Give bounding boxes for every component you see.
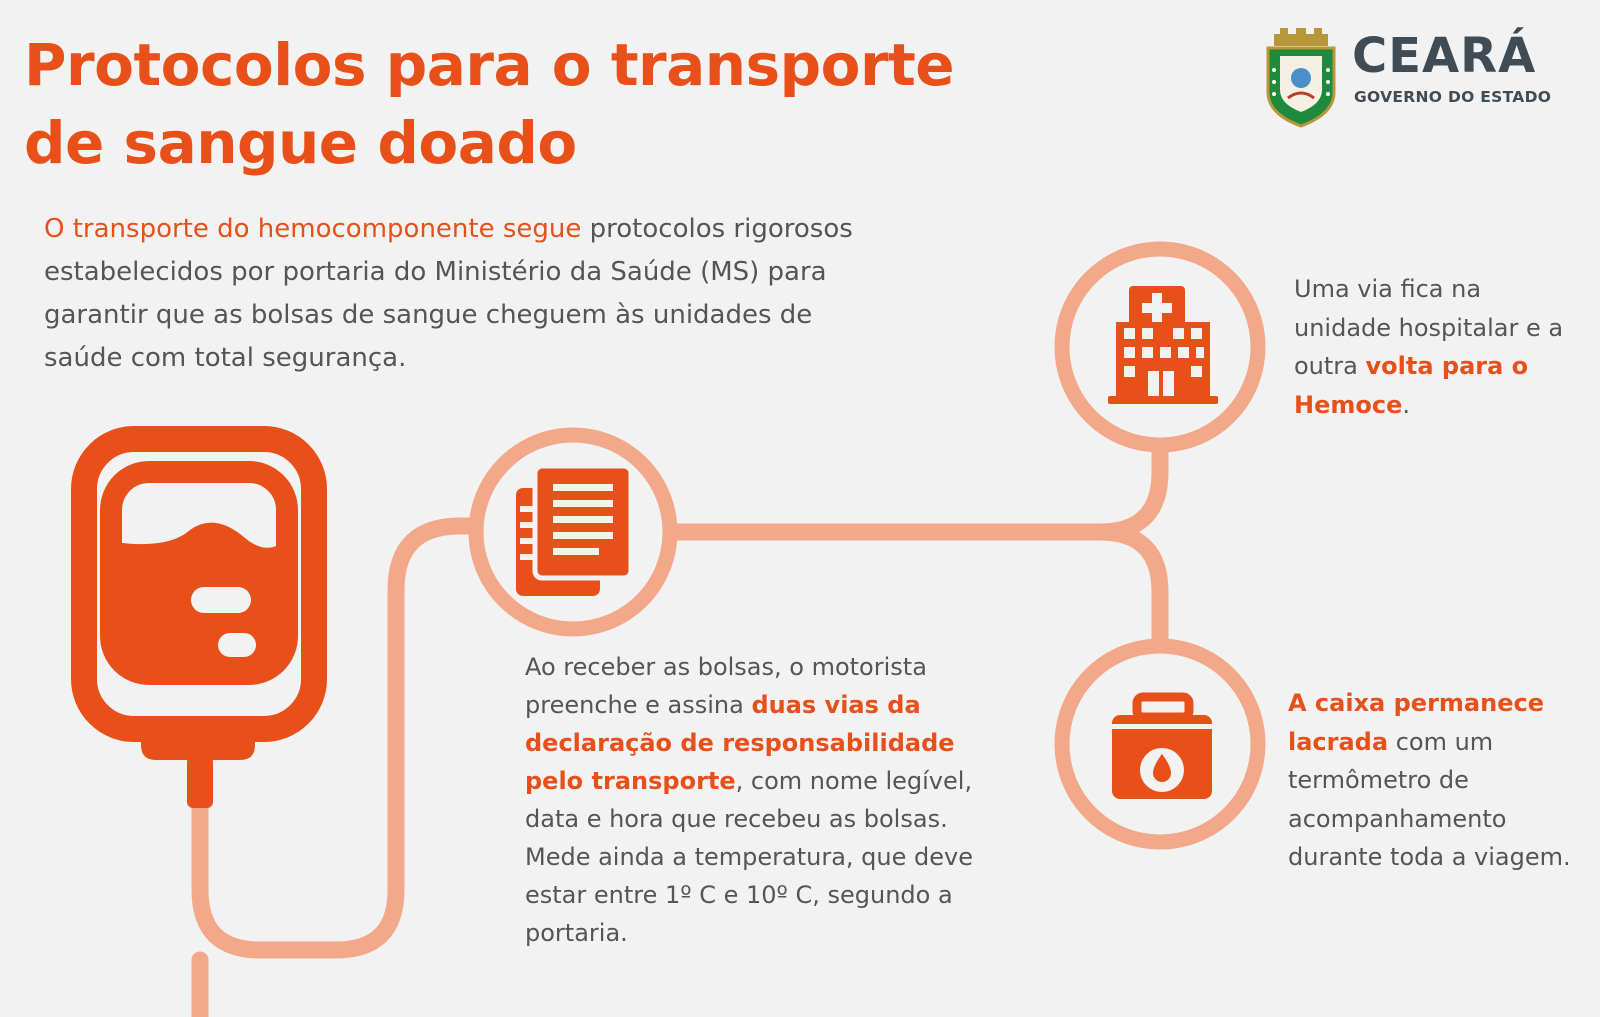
box-text: com um termômetro de acompanhamento durante toda a viagem. [1288, 727, 1571, 871]
hospital-paragraph [1294, 270, 1584, 424]
box-paragraph [1288, 684, 1588, 877]
title-line-1: Protocolos para o transporte [24, 31, 955, 99]
intro-paragraph [44, 208, 874, 380]
documents-node [476, 435, 670, 629]
state-coat-of-arms [1262, 26, 1340, 128]
hospital-highlight: volta para o Hemoce [1294, 352, 1529, 419]
declaration-highlight: duas vias da declaração de responsabilidade pelo transporte [525, 691, 955, 795]
logo-name: CEARÁ [1352, 28, 1537, 84]
logo-subtitle: GOVERNO DO ESTADO [1354, 88, 1552, 106]
hospital-node [1062, 249, 1258, 445]
declaration-text-1: Ao receber as bolsas, o motorista preenche e assina [525, 653, 927, 719]
hospital-text-2: . [1402, 390, 1411, 419]
page-title [24, 26, 1104, 182]
documents-icon [516, 466, 631, 596]
state-logo [1260, 22, 1585, 130]
hospital-text-1: Uma via fica na unidade hospitalar e a outra [1294, 275, 1564, 380]
box-highlight: A caixa permanece lacrada [1288, 689, 1544, 756]
title-line-2: de sangue doado [24, 109, 577, 177]
intro-text: protocolos rigorosos estabelecidos por portaria do Ministério da Saúde (MS) para garantir que as bolsas de sangue cheguem às unidades de saúde com total segurança. [44, 214, 853, 373]
declaration-text-2: , com nome legível, data e hora que recebeu as bolsas. Mede ainda a temperatura, que deve estar entre 1º C e 10º C, segundo a portaria. [525, 767, 973, 947]
intro-highlight: O transporte do hemocomponente segue [44, 214, 582, 244]
declaration-paragraph [525, 648, 1005, 952]
cooler-node [1062, 646, 1258, 842]
blood-bag-icon [84, 439, 314, 808]
